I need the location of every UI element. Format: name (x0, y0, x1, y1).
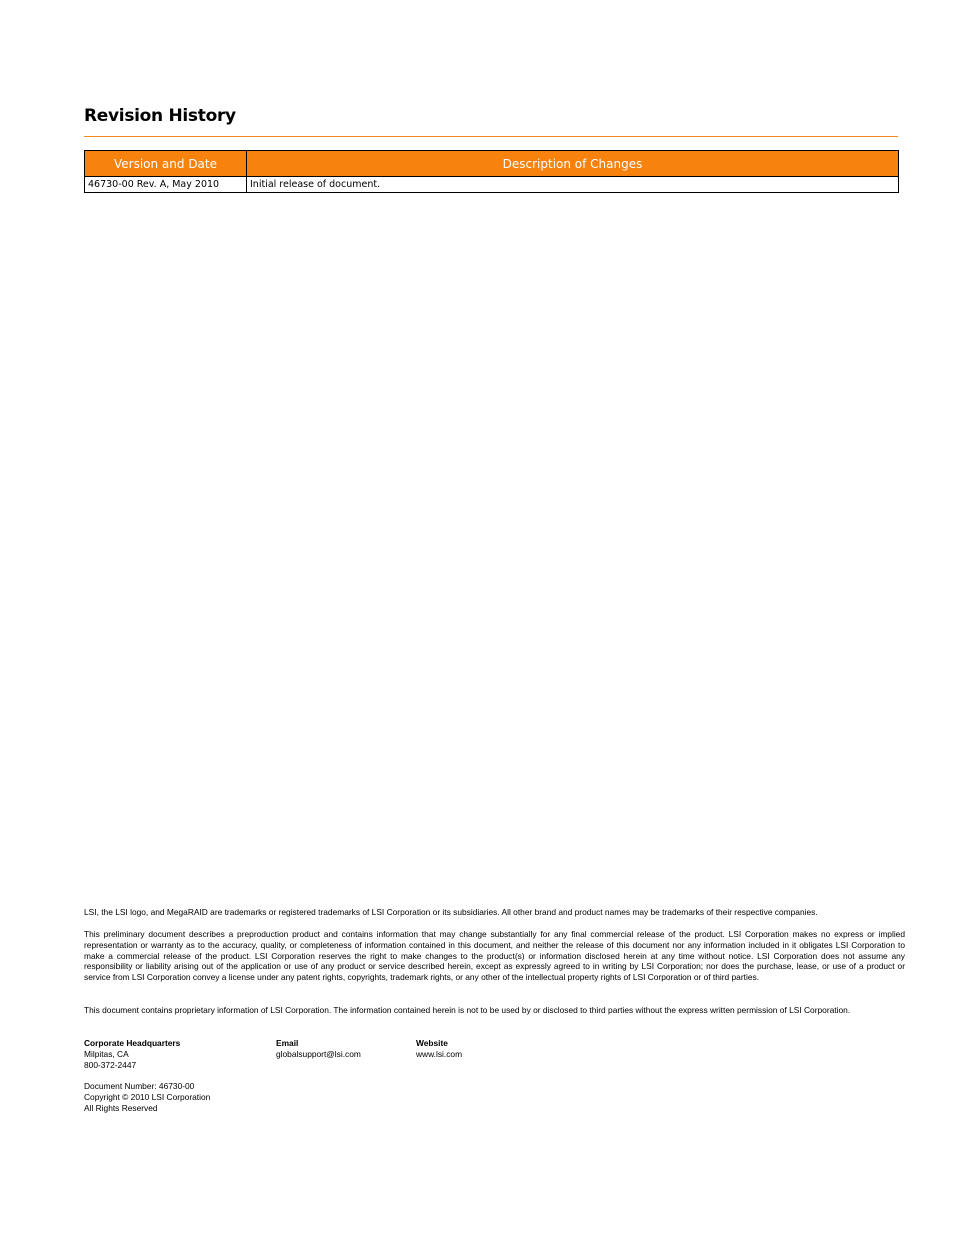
cell-description: Initial release of document. (247, 177, 899, 193)
email-address: globalsupport@lsi.com (276, 1048, 361, 1059)
document-number: Document Number: 46730-00 (84, 1081, 195, 1091)
email-block (276, 1038, 361, 1060)
headquarters-label: Corporate Headquarters (84, 1038, 181, 1048)
page-title: Revision History (84, 106, 236, 126)
headquarters-city: Milpitas, CA (84, 1048, 129, 1059)
revision-table (84, 150, 899, 193)
website-block (416, 1038, 462, 1060)
website-url: www.lsi.com (416, 1048, 463, 1059)
proprietary-notice: This document contains proprietary information of LSI Corporation. The information contained herein is not to be used by or disclosed to third parties without the express written permission of LSI Corporation. (84, 1005, 851, 1015)
column-header-version: Version and Date (85, 151, 247, 177)
table-row (85, 177, 899, 193)
column-header-description: Description of Changes (247, 151, 899, 177)
heading-rule (84, 136, 898, 137)
cell-version: 46730-00 Rev. A, May 2010 (85, 177, 247, 193)
headquarters-block (84, 1038, 180, 1070)
headquarters-phone: 800-372-2447 (84, 1059, 137, 1070)
rights-notice: All Rights Reserved (84, 1103, 158, 1113)
website-label: Website (416, 1038, 448, 1048)
preliminary-notice: This preliminary document describes a preproduction product and contains information that may change substantially for any final commercial release of the product. LSI Corporation makes no express or implied representation or warranty as to the accuracy, quality, or completeness of information contained in this document, and neither the release of this document nor any information included in it obligates LSI Corporation to make a commercial release of the product. LSI Corporation reserves the right to make changes to the product(s) or information disclosed herein at any time without notice. LSI Corporation does not assume any responsibility or liability arising out of the application or use of any product or service described herein, except as expressly agreed to in writing by LSI Corporation; nor does the purchase, lease, or use of a product or service from LSI Corporation convey a license under any patent rights, copyrights, trademark rights, or any other of the intellectual property rights of LSI Corporation or of third parties. (84, 929, 905, 983)
email-label: Email (276, 1038, 299, 1048)
copyright-notice: Copyright © 2010 LSI Corporation (84, 1092, 211, 1102)
table-header-row (85, 151, 899, 177)
trademark-notice: LSI, the LSI logo, and MegaRAID are trademarks or registered trademarks of LSI Corporation or its subsidiaries. All other brand and product names may be trademarks of their respective companies. (84, 907, 818, 917)
document-info (84, 1081, 210, 1114)
